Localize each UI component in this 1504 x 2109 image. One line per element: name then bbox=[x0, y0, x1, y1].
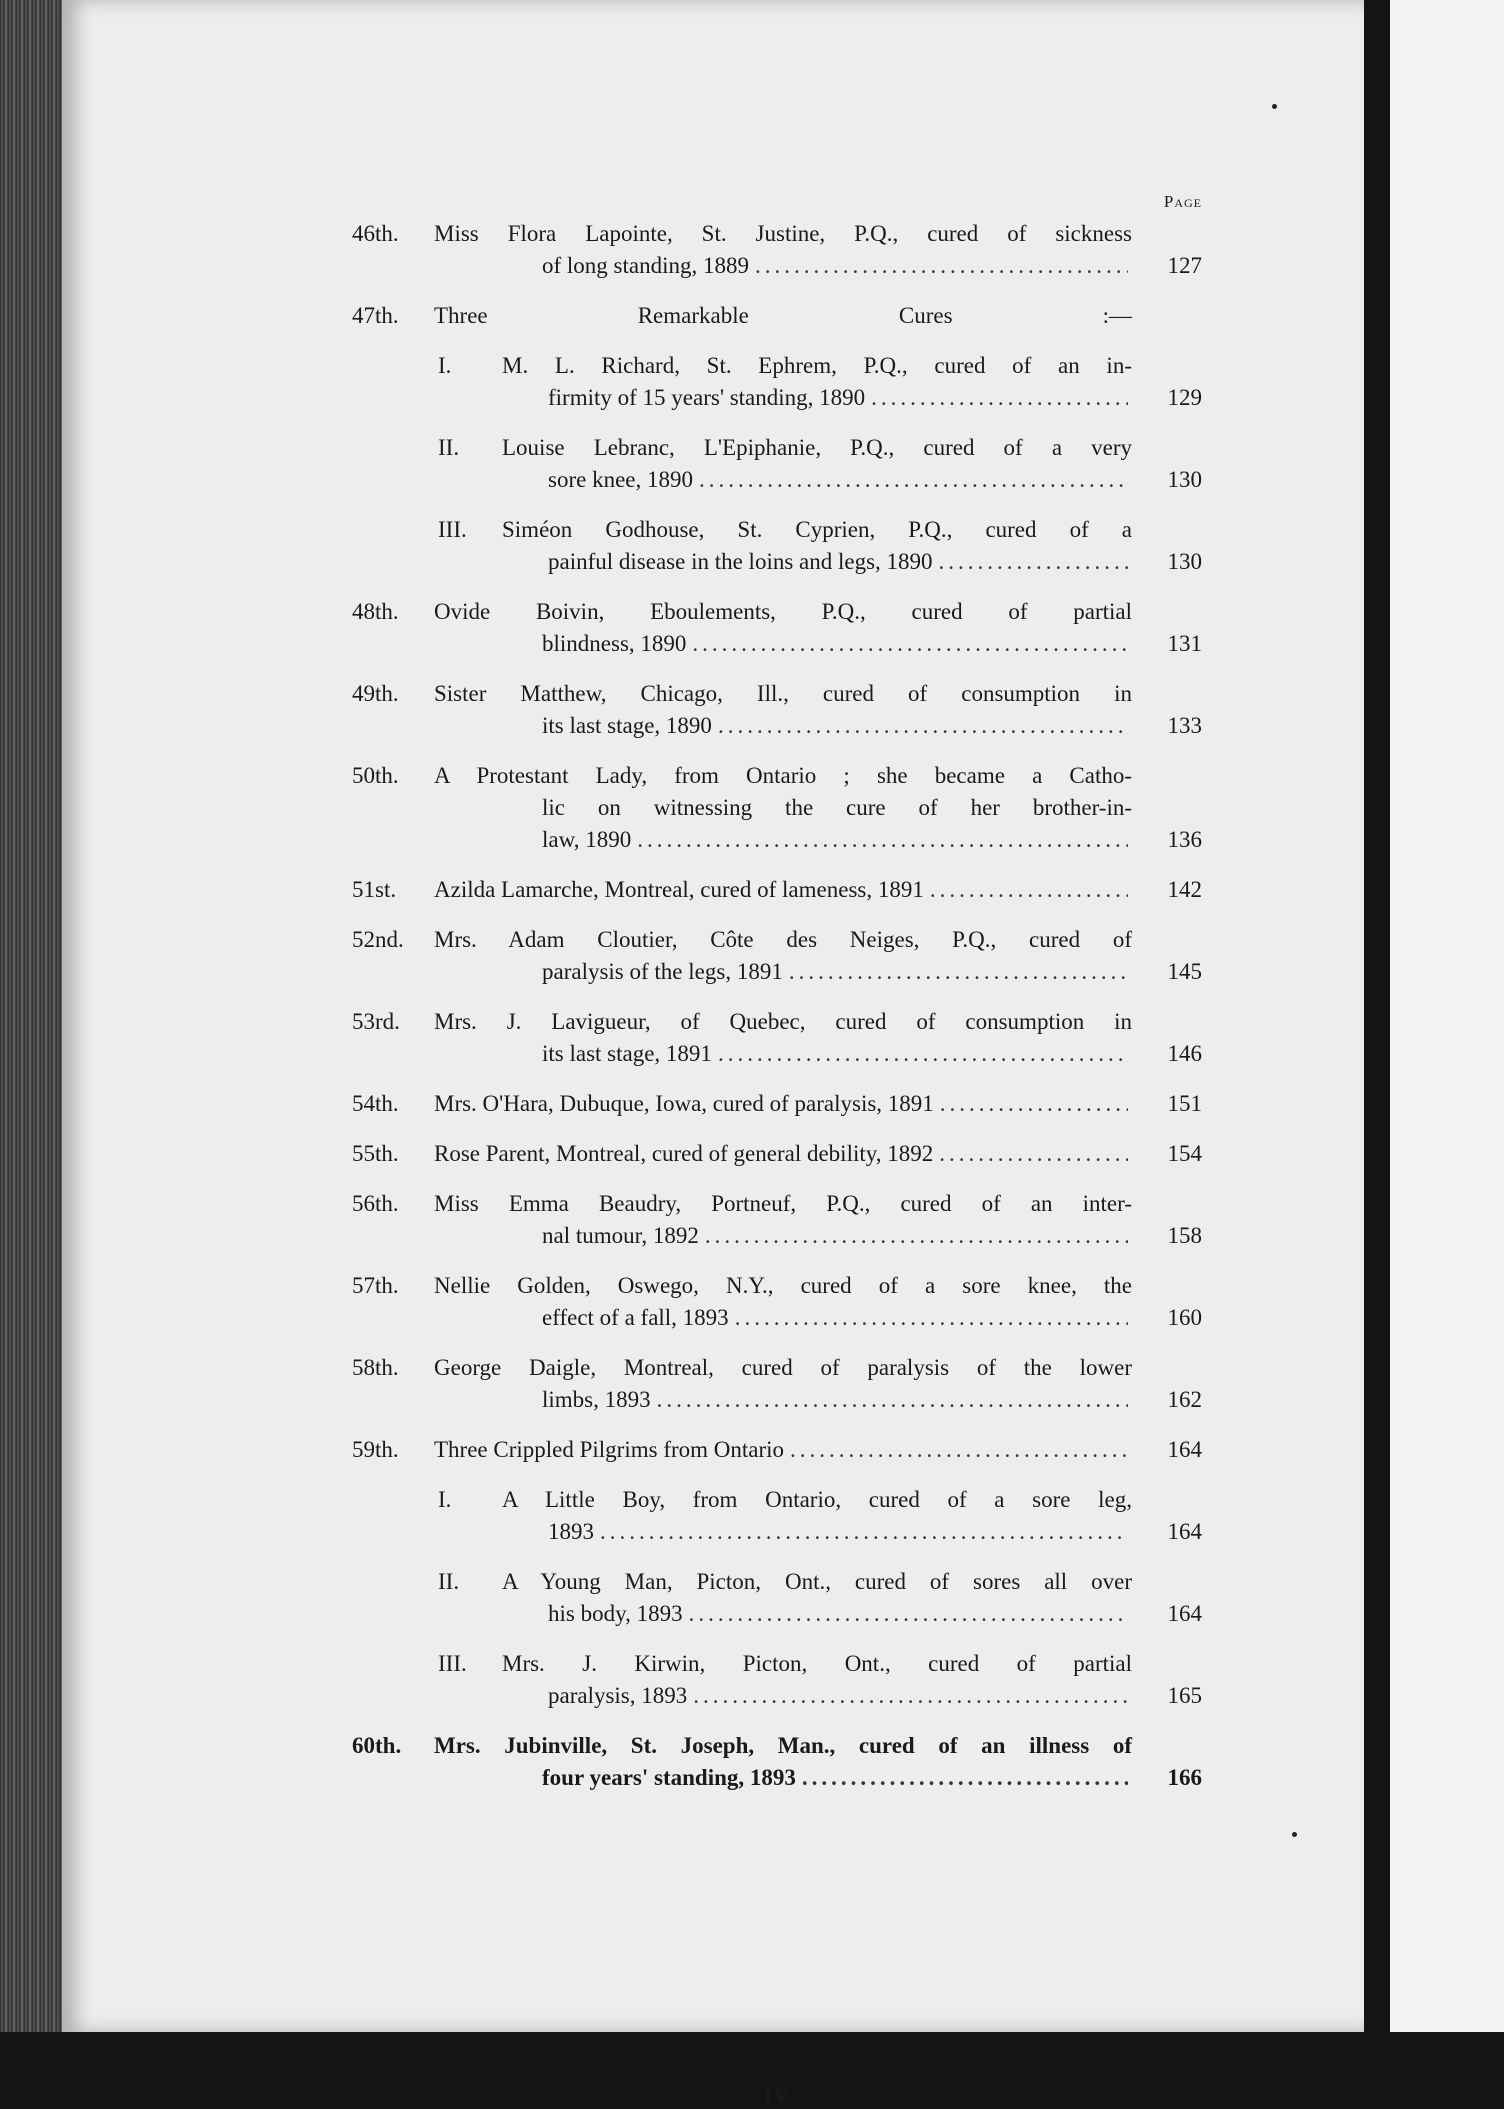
entry-number: 53rd. bbox=[352, 1009, 400, 1034]
entry-number: II. bbox=[438, 1569, 460, 1594]
toc-entry bbox=[352, 350, 1202, 414]
toc-entry bbox=[352, 1138, 1202, 1170]
entry-number: III. bbox=[438, 517, 467, 542]
toc-entry bbox=[352, 596, 1202, 660]
entry-page-number: 133 bbox=[1167, 713, 1202, 738]
entry-title-continued: limbs, 1893 bbox=[542, 1387, 651, 1412]
entry-title-continued: its last stage, 1890 bbox=[542, 713, 712, 738]
toc-entry bbox=[352, 1730, 1202, 1794]
entry-title: Three Crippled Pilgrims from Ontario bbox=[434, 1437, 785, 1462]
entry-page-number: 164 bbox=[1167, 1437, 1202, 1462]
dot-leader bbox=[790, 1434, 1128, 1466]
entry-page-number: 142 bbox=[1167, 877, 1202, 902]
entry-number: I. bbox=[438, 353, 452, 378]
entry-title: Mrs. Adam Cloutier, Côte des Neiges, P.Q., cured of bbox=[434, 927, 1132, 952]
entry-title-continued: four years' standing, 1893 bbox=[542, 1765, 796, 1790]
toc-entries bbox=[352, 218, 1202, 1794]
entry-title: Louise Lebranc, L'Epiphanie, P.Q., cured of a very bbox=[502, 435, 1132, 460]
toc-entry bbox=[352, 1566, 1202, 1630]
dot-leader bbox=[930, 874, 1128, 906]
dot-leader bbox=[693, 1680, 1128, 1712]
dot-leader bbox=[940, 1088, 1128, 1120]
toc-entry bbox=[352, 514, 1202, 578]
entry-title: A Protestant Lady, from Ontario ; she became a Catho- bbox=[434, 763, 1132, 788]
dot-leader bbox=[692, 628, 1128, 660]
toc-entry bbox=[352, 300, 1202, 332]
entry-number: 48th. bbox=[352, 599, 399, 624]
entry-title: Mrs. Jubinville, St. Joseph, Man., cured of an illness of bbox=[434, 1733, 1132, 1758]
entry-title: Miss Emma Beaudry, Portneuf, P.Q., cured of an inter- bbox=[434, 1191, 1132, 1216]
entry-title-continued: painful disease in the loins and legs, 1890 bbox=[548, 549, 933, 574]
entry-number: 56th. bbox=[352, 1191, 399, 1216]
ink-speck bbox=[1272, 104, 1277, 109]
entry-title-continued: sore knee, 1890 bbox=[548, 467, 693, 492]
toc-entry bbox=[352, 1484, 1202, 1548]
entry-number: 59th. bbox=[352, 1437, 399, 1462]
toc-entry bbox=[352, 760, 1202, 856]
entry-number: II. bbox=[438, 435, 460, 460]
dot-leader bbox=[657, 1384, 1128, 1416]
toc-entry bbox=[352, 1352, 1202, 1416]
entry-page-number: 166 bbox=[1167, 1765, 1202, 1790]
page-column-header: Page bbox=[1163, 192, 1202, 211]
dot-leader bbox=[718, 1038, 1128, 1070]
toc-entry bbox=[352, 432, 1202, 496]
entry-page-number: 151 bbox=[1167, 1091, 1202, 1116]
entry-title-continued: firmity of 15 years' standing, 1890 bbox=[548, 385, 866, 410]
entry-number: 60th. bbox=[352, 1733, 402, 1758]
entry-title: M. L. Richard, St. Ephrem, P.Q., cured of an in- bbox=[502, 353, 1132, 378]
entry-page-number: 158 bbox=[1167, 1223, 1202, 1248]
entry-number: III. bbox=[438, 1651, 467, 1676]
entry-page-number: 154 bbox=[1167, 1141, 1202, 1166]
entry-title-continued: his body, 1893 bbox=[548, 1601, 683, 1626]
entry-title: George Daigle, Montreal, cured of paralysis of the lower bbox=[434, 1355, 1132, 1380]
entry-title: Ovide Boivin, Eboulements, P.Q., cured of partial bbox=[434, 599, 1132, 624]
entry-number: 47th. bbox=[352, 303, 399, 328]
toc-entry bbox=[352, 924, 1202, 988]
table-of-contents bbox=[352, 192, 1202, 2108]
entry-title-continued: of long standing, 1889 bbox=[542, 253, 749, 278]
dot-leader bbox=[637, 824, 1128, 856]
entry-number: 49th. bbox=[352, 681, 399, 706]
entry-title: Siméon Godhouse, St. Cyprien, P.Q., cured of a bbox=[502, 517, 1132, 542]
entry-number: 55th. bbox=[352, 1141, 399, 1166]
toc-entry bbox=[352, 1006, 1202, 1070]
entry-title: Mrs. O'Hara, Dubuque, Iowa, cured of paralysis, 1891 bbox=[434, 1091, 934, 1116]
entry-number: 51st. bbox=[352, 877, 397, 902]
entry-title-continued: nal tumour, 1892 bbox=[542, 1223, 699, 1248]
entry-title: Nellie Golden, Oswego, N.Y., cured of a sore knee, the bbox=[434, 1273, 1132, 1298]
entry-title-continued: effect of a fall, 1893 bbox=[542, 1305, 729, 1330]
entry-title-continued: its last stage, 1891 bbox=[542, 1041, 712, 1066]
entry-page-number: 127 bbox=[1167, 253, 1202, 278]
entry-page-number: 164 bbox=[1167, 1601, 1202, 1626]
entry-title-continued: blindness, 1890 bbox=[542, 631, 687, 656]
toc-entry bbox=[352, 218, 1202, 282]
entry-page-number: 160 bbox=[1167, 1305, 1202, 1330]
entry-title: Miss Flora Lapointe, St. Justine, P.Q., cured of sickness bbox=[434, 221, 1132, 246]
page-number: IV bbox=[764, 2084, 790, 2108]
facing-page-edge bbox=[1390, 0, 1504, 2032]
dot-leader bbox=[755, 250, 1128, 282]
entry-page-number: 145 bbox=[1167, 959, 1202, 984]
entry-page-number: 164 bbox=[1167, 1519, 1202, 1544]
entry-number: 50th. bbox=[352, 763, 399, 788]
dot-leader bbox=[600, 1516, 1128, 1548]
toc-entry bbox=[352, 1188, 1202, 1252]
entry-title-continued: paralysis, 1893 bbox=[548, 1683, 688, 1708]
entry-number: 57th. bbox=[352, 1273, 399, 1298]
book-page bbox=[62, 0, 1364, 2108]
entry-title: A Young Man, Picton, Ont., cured of sores all over bbox=[502, 1569, 1132, 1594]
toc-entry bbox=[352, 1648, 1202, 1712]
dot-leader bbox=[705, 1220, 1128, 1252]
entry-page-number: 165 bbox=[1167, 1683, 1202, 1708]
entry-number: 52nd. bbox=[352, 927, 404, 952]
toc-entry bbox=[352, 874, 1202, 906]
dot-leader bbox=[789, 956, 1128, 988]
ink-speck bbox=[1292, 1832, 1297, 1837]
entry-page-number: 129 bbox=[1167, 385, 1202, 410]
entry-title-continued: paralysis of the legs, 1891 bbox=[542, 959, 783, 984]
dot-leader bbox=[871, 382, 1128, 414]
entry-title: Three Remarkable Cures :— bbox=[434, 303, 1132, 328]
entry-title: Mrs. J. Kirwin, Picton, Ont., cured of partial bbox=[502, 1651, 1132, 1676]
entry-title: Mrs. J. Lavigueur, of Quebec, cured of consumption in bbox=[434, 1009, 1132, 1034]
toc-entry bbox=[352, 1434, 1202, 1466]
entry-page-number: 146 bbox=[1167, 1041, 1202, 1066]
entry-number: 58th. bbox=[352, 1355, 399, 1380]
toc-entry bbox=[352, 1270, 1202, 1334]
entry-title-continued: law, 1890 bbox=[542, 827, 632, 852]
entry-title-continued: 1893 bbox=[548, 1519, 594, 1544]
entry-title: Sister Matthew, Chicago, Ill., cured of consumption in bbox=[434, 681, 1132, 706]
entry-number: I. bbox=[438, 1487, 452, 1512]
entry-number: 46th. bbox=[352, 221, 399, 246]
dot-leader bbox=[939, 1138, 1128, 1170]
dot-leader bbox=[802, 1762, 1128, 1794]
entry-page-number: 136 bbox=[1167, 827, 1202, 852]
dot-leader bbox=[735, 1302, 1128, 1334]
entry-number: 54th. bbox=[352, 1091, 399, 1116]
entry-page-number: 130 bbox=[1167, 549, 1202, 574]
entry-title: A Little Boy, from Ontario, cured of a sore leg, bbox=[502, 1487, 1132, 1512]
entry-title-continued: lic on witnessing the cure of her brother-in- bbox=[542, 795, 1132, 820]
entry-title: Azilda Lamarche, Montreal, cured of lameness, 1891 bbox=[434, 877, 924, 902]
entry-title: Rose Parent, Montreal, cured of general debility, 1892 bbox=[434, 1141, 934, 1166]
entry-page-number: 130 bbox=[1167, 467, 1202, 492]
toc-entry bbox=[352, 1088, 1202, 1120]
dot-leader bbox=[939, 546, 1128, 578]
entry-page-number: 162 bbox=[1167, 1387, 1202, 1412]
toc-entry bbox=[352, 678, 1202, 742]
dot-leader bbox=[689, 1598, 1128, 1630]
dot-leader bbox=[718, 710, 1128, 742]
entry-page-number: 131 bbox=[1167, 631, 1202, 656]
dot-leader bbox=[699, 464, 1128, 496]
